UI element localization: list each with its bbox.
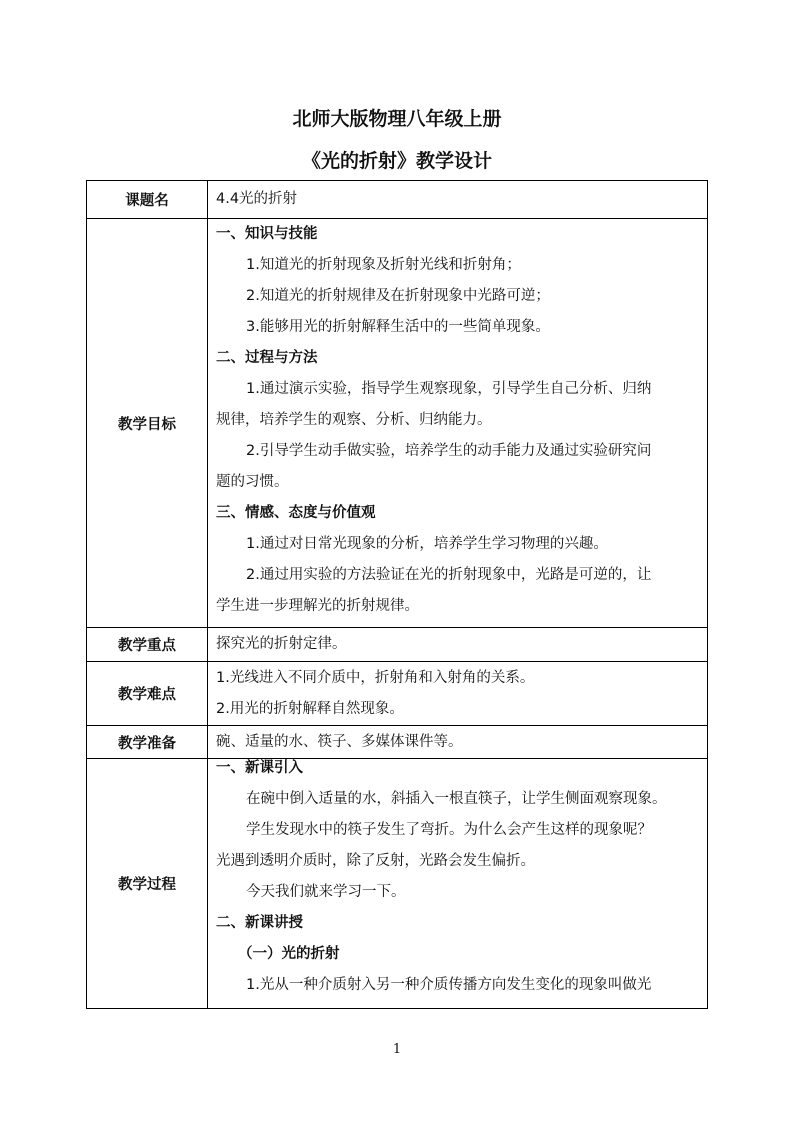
objectives-section-heading: 一、知识与技能 (216, 226, 318, 242)
preparation-label: 教学准备 (87, 726, 208, 759)
topic-label: 课题名 (87, 181, 208, 219)
objectives-section-heading: 二、过程与方法 (216, 350, 318, 366)
process-subheading: （一）光的折射 (238, 946, 340, 962)
process-paragraph: 今天我们就来学习一下。 (246, 884, 406, 900)
process-paragraph: 在碗中倒入适量的水，斜插入一根直筷子，让学生侧面观察现象。 (246, 791, 667, 807)
objectives-section-heading: 三、情感、态度与价值观 (216, 505, 376, 521)
process-paragraph: 学生发现水中的筷子发生了弯折。为什么会产生这样的现象呢？ (246, 822, 652, 838)
key-point-cell (208, 628, 708, 662)
page-number: 1 (392, 1042, 402, 1057)
lesson-plan-table (86, 180, 708, 1009)
key-point-label: 教学重点 (87, 628, 208, 662)
key-point-value: 探究光的折射定律。 (216, 636, 347, 652)
document-subtitle: 《光的折射》教学设计 (301, 150, 492, 172)
objectives-item: 2.通过用实验的方法验证在光的折射现象中，光路是可逆的，让 (246, 567, 652, 583)
objectives-item-continued: 规律，培养学生的观察、分析、归纳能力。 (216, 412, 492, 428)
process-section-heading: 一、新课引入 (216, 760, 303, 776)
difficulty-item: 1.光线进入不同介质中，折射角和入射角的关系。 (216, 669, 535, 686)
topic-cell (208, 181, 708, 219)
process-paragraph-continued: 光遇到透明介质时，除了反射，光路会发生偏折。 (216, 853, 535, 869)
table-row-difficulty (87, 662, 708, 726)
objectives-item: 2.知道光的折射规律及在折射现象中光路可逆； (246, 288, 550, 304)
topic-value: 4.4光的折射 (216, 191, 298, 207)
process-paragraph: 1.光从一种介质射入另一种介质传播方向发生变化的现象叫做光 (246, 977, 652, 993)
preparation-value: 碗、适量的水、筷子、多媒体课件等。 (216, 733, 463, 750)
objectives-label: 教学目标 (87, 219, 208, 628)
table-row-key-point (87, 628, 708, 662)
difficulty-item: 2.用光的折射解释自然现象。 (216, 700, 404, 717)
objectives-item: 3.能够用光的折射解释生活中的一些简单现象。 (246, 319, 550, 335)
document-title: 北师大版物理八年级上册 (292, 108, 502, 130)
objectives-item: 1.知道光的折射现象及折射光线和折射角； (246, 257, 521, 273)
difficulty-label: 教学难点 (87, 662, 208, 726)
difficulty-cell (208, 662, 708, 726)
table-row-process (87, 759, 708, 1009)
process-section-heading: 二、新课讲授 (216, 915, 303, 931)
objectives-item-continued: 题的习惯。 (216, 474, 289, 490)
process-cell (208, 759, 708, 1009)
process-label: 教学过程 (87, 759, 208, 1009)
table-row-objectives (87, 219, 708, 628)
objectives-item: 1.通过演示实验，指导学生观察现象，引导学生自己分析、归纳 (246, 381, 652, 397)
objectives-item: 2.引导学生动手做实验，培养学生的动手能力及通过实验研究问 (246, 443, 652, 459)
table-row-topic (87, 181, 708, 219)
objectives-item-continued: 学生进一步理解光的折射规律。 (216, 598, 419, 614)
objectives-item: 1.通过对日常光现象的分析，培养学生学习物理的兴趣。 (246, 536, 608, 552)
objectives-cell (208, 219, 708, 628)
